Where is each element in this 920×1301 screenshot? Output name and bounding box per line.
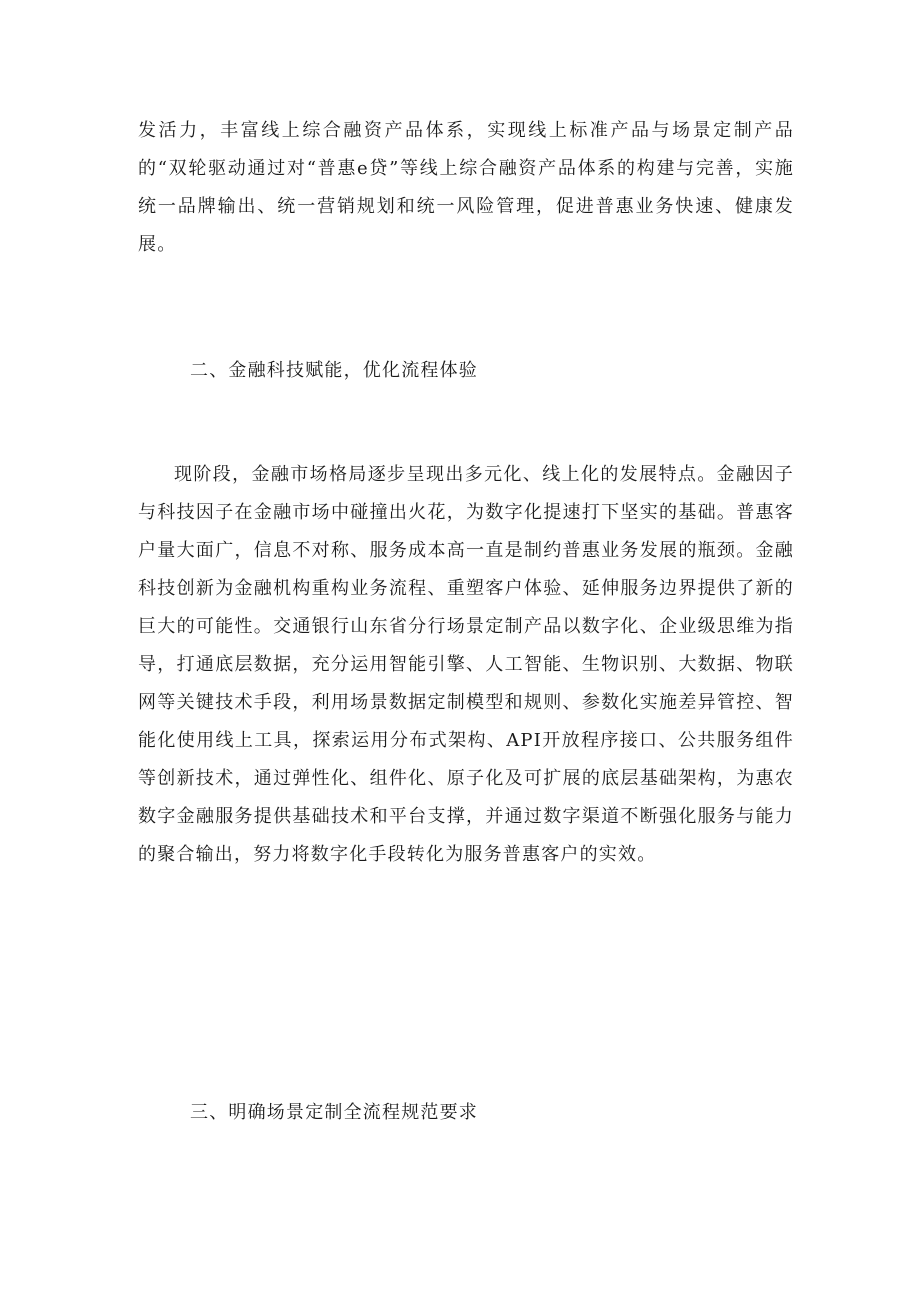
body-paragraph-fintech: 现阶段，金融市场格局逐步呈现出多元化、线上化的发展特点。金融因子与科技因子在金融市场中碰撞出火花，为数字化提速打下坚实的基础。普惠客户量大面广，信息不对称、服务成本高一直是制约普惠业务发展的瓶颈。金融科技创新为金融机构重构业务流程、重塑客户体验、延伸服务边界提供了新的巨大的可能性。交通银行山东省分行场景定制产品以数字化、企业级思维为指导，打通底层数据，充分运用智能引擎、人工智能、生物识别、大数据、物联网等关键技术手段，利用场景数据定制模型和规则、参数化实施差异管控、智能化使用线上工具，探索运用分布式架构、API开放程序接口、公共服务组件等创新技术，通过弹性化、组件化、原子化及可扩展的底层基础架构，为惠农数字金融服务提供基础技术和平台支撑，并通过数字渠道不断强化服务与能力的聚合输出，努力将数字化手段转化为服务普惠客户的实效。 <box>138 464 794 865</box>
section-heading-process-standards: 三、明确场景定制全流程规范要求 <box>190 1102 478 1123</box>
body-paragraph-continuation: 发活力，丰富线上综合融资产品体系，实现线上标准产品与场景定制产品的“双轮驱动通过对“普惠e贷”等线上综合融资产品体系的构建与完善，实施统一品牌输出、统一营销规划和统一风险管理，促进普惠业务快速、健康发展。 <box>138 120 794 255</box>
section-heading-fintech: 二、金融科技赋能，优化流程体验 <box>190 360 478 381</box>
